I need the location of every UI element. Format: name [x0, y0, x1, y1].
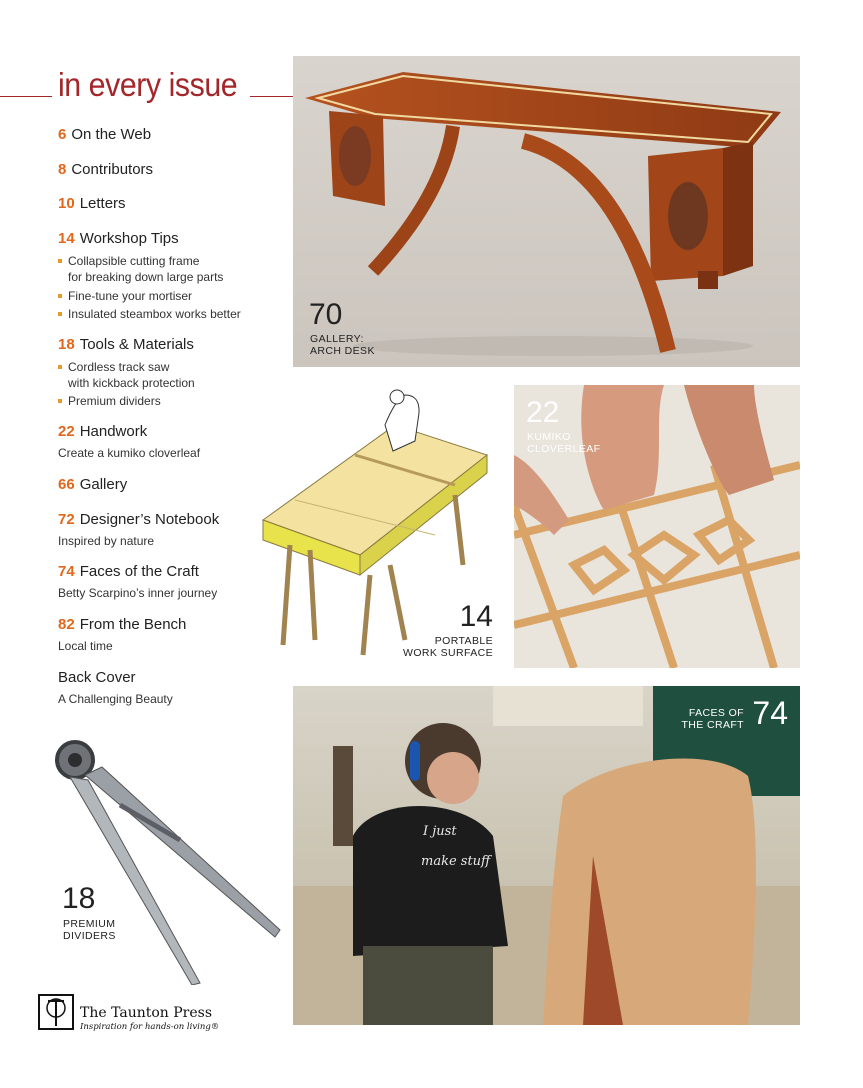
toc-entry-contributors[interactable]: 8 Contributors: [58, 161, 154, 178]
toc-entry-back-cover[interactable]: Back Cover: [58, 669, 136, 686]
toc-bullet: Fine-tune your mortiser: [58, 288, 192, 304]
toc-entry-designers-notebook[interactable]: 72 Designer’s Notebook: [58, 511, 220, 528]
toc-subtitle: Create a kumiko cloverleaf: [58, 446, 201, 460]
desk-page-number: 70: [309, 298, 343, 331]
photo-premium-dividers[interactable]: [30, 735, 292, 985]
toc-subtitle: A Challenging Beauty: [58, 692, 173, 706]
toc-subtitle: Local time: [58, 639, 113, 653]
toc-entry-tools-materials[interactable]: 18 Tools & Materials: [58, 336, 194, 353]
toc-entry-faces-of-the-craft[interactable]: 74 Faces of the Craft: [58, 563, 199, 580]
page-title: in every issue: [58, 66, 238, 103]
toc-subtitle: Inspired by nature: [58, 534, 155, 548]
surface-page-number: 14: [459, 600, 493, 633]
dividers-caption: PREMIUM DIVIDERS: [63, 918, 116, 942]
toc-entry-handwork[interactable]: 22 Handwork: [58, 423, 148, 440]
kumiko-caption: KUMIKO CLOVERLEAF: [527, 431, 601, 455]
photo-faces-of-the-craft[interactable]: [293, 686, 800, 1025]
photo-kumiko-cloverleaf[interactable]: [514, 385, 800, 668]
taunton-logo-icon: [38, 994, 74, 1030]
carver-page-number: 74: [752, 695, 788, 731]
desk-illustration: [293, 56, 800, 367]
toc-bullet: Premium dividers: [58, 393, 161, 409]
illustration-portable-work-surface[interactable]: [255, 385, 505, 665]
toc-bullet: Insulated steambox works better: [58, 306, 241, 322]
toc-entry-from-the-bench[interactable]: 82 From the Bench: [58, 616, 187, 633]
kumiko-page-number: 22: [526, 396, 560, 429]
dividers-drawing: [30, 735, 292, 985]
publisher-name: The Taunton Press: [80, 1005, 213, 1021]
publisher-tagline: Inspiration for hands-on living®: [80, 1022, 220, 1032]
toc-entry-workshop-tips[interactable]: 14 Workshop Tips: [58, 230, 179, 247]
dividers-page-number: 18: [62, 882, 96, 915]
desk-caption: GALLERY: ARCH DESK: [310, 333, 375, 357]
shirt-text-1: I just: [423, 824, 457, 839]
shirt-text-2: make stuff: [421, 854, 491, 869]
photo-arch-desk[interactable]: [293, 56, 800, 367]
surface-caption: PORTABLE WORK SURFACE: [403, 635, 493, 659]
toc-entry-gallery[interactable]: 66 Gallery: [58, 476, 128, 493]
toc-entry-letters[interactable]: 10 Letters: [58, 195, 126, 212]
toc-bullet: Cordless track saw with kickback protection: [58, 359, 195, 391]
carver-caption: FACES OF THE CRAFT: [681, 707, 744, 731]
toc-subtitle: Betty Scarpino’s inner journey: [58, 586, 218, 600]
toc-entry-on-the-web[interactable]: 6 On the Web: [58, 126, 152, 143]
header-rule-right: [250, 96, 293, 97]
toc-bullet: Collapsible cutting frame for breaking down large parts: [58, 253, 223, 285]
carver-scene: [293, 686, 800, 1025]
header-rule-left: [0, 96, 52, 97]
